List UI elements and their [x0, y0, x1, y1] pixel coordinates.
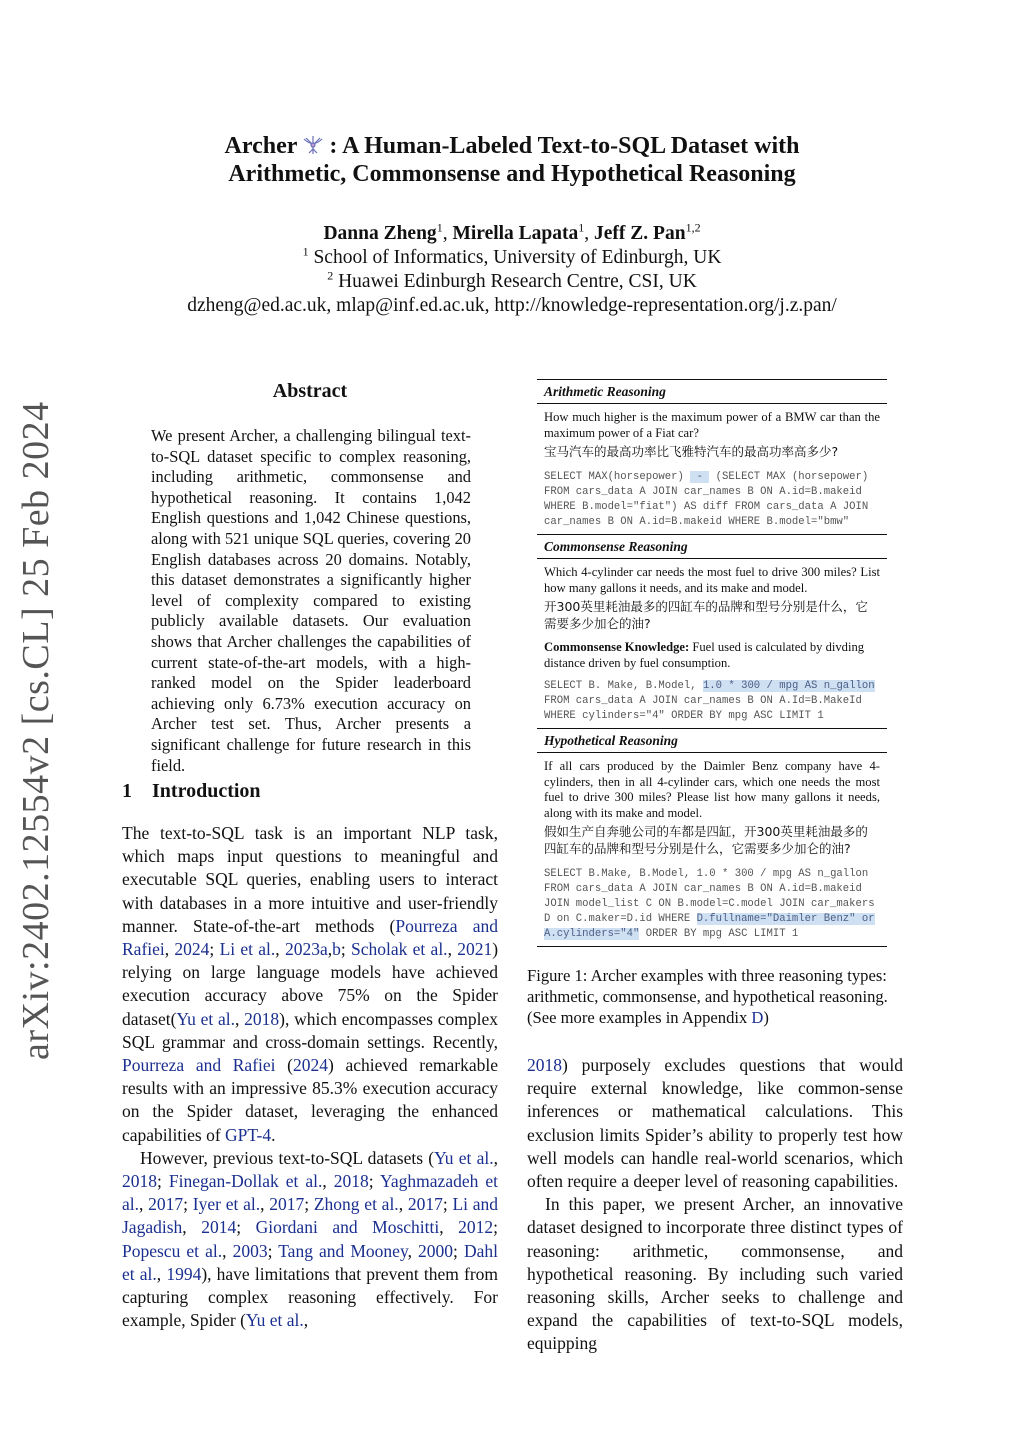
author-1: Danna Zheng	[323, 223, 437, 244]
caption-end: )	[763, 1008, 769, 1027]
archer-logo-icon	[301, 134, 325, 156]
title-line2: Arithmetic, Commonsense and Hypothetical Reasoning	[228, 161, 796, 187]
sql-run: SELECT B. Make, B.Model,	[544, 680, 703, 692]
sql-highlight: 1.0 * 300 / mpg AS n_gallon	[702, 680, 875, 692]
citation-year-link[interactable]: 2018	[244, 1008, 280, 1029]
abstract-heading: Abstract	[272, 380, 348, 402]
sql-highlight: -	[690, 471, 710, 483]
figure-bottom-rule	[537, 946, 887, 947]
title-line1-suffix: : A Human-Labeled Text-to-SQL Dataset with	[329, 133, 800, 159]
text-run: ), which encompasses complex SQL grammar and cross-domain settings. Recently,	[122, 1008, 499, 1052]
citation-year-link[interactable]: 2012	[458, 1217, 494, 1238]
author-3-affil: 1,2	[685, 220, 701, 235]
text-run: However, previous text-to-SQL datasets (	[140, 1147, 435, 1168]
sql-highlight: D.fullname="Daimler Benz" or	[696, 913, 875, 925]
commonsense-heading: Commonsense Reasoning	[544, 539, 688, 554]
commonsense-sql	[537, 673, 887, 728]
author-1-affil: 1	[436, 220, 443, 235]
citation-link[interactable]: Yaghmazadeh et al.	[122, 1171, 498, 1215]
citation-year-link[interactable]: 2024	[293, 1055, 328, 1076]
paper-title	[0, 132, 1024, 188]
citation-link[interactable]: Li et al.	[219, 939, 276, 960]
citation-link[interactable]: Yu et al.	[245, 1310, 304, 1331]
hypothetical-heading: Hypothetical Reasoning	[544, 733, 678, 748]
hypothetical-question: If all cars produced by the Daimler Benz company have 4-cylinders, then in all 4-cylinder cars, which one needs the most fuel to drive 300 miles? Please list how many gallons it needs, along with its make and model.	[544, 759, 880, 820]
citation-link[interactable]: Finegan-Dollak et al.	[168, 1171, 323, 1192]
commonsense-knowledge	[537, 636, 887, 673]
author-emails[interactable]: dzheng@ed.ac.uk, mlap@inf.ed.ac.uk, http://knowledge-representation.org/j.z.pan/	[187, 295, 837, 316]
arithmetic-heading: Arithmetic Reasoning	[544, 384, 666, 399]
citation-year-link[interactable]: 2018	[333, 1171, 369, 1192]
author-3: Jeff Z. Pan	[594, 223, 686, 244]
right-paragraph-1	[527, 1054, 903, 1193]
arithmetic-question: How much higher is the maximum power of a BMW car than the maximum power of a Fiat car?	[544, 410, 880, 440]
citation-year-link[interactable]: 2014	[201, 1217, 237, 1238]
affiliation-2-mark: 2	[327, 268, 334, 283]
hypothetical-sql	[537, 861, 887, 946]
citation-link[interactable]: Pourreza and Rafiei	[122, 915, 498, 960]
commonsense-question-zh: 开300英里耗油最多的四缸车的品牌和型号分别是什么，它需要多少加仑的油?	[544, 599, 868, 631]
arxiv-identifier: arXiv:2402.12554v2 [cs.CL] 25 Feb 2024	[15, 401, 57, 1060]
citation-link[interactable]: GPT-4	[225, 1124, 272, 1145]
abstract-text: We present Archer, a challenging bilingual text-to-SQL dataset specific to complex reasoning, including arithmetic, commonsense and hypothetical reasoning. It contains 1,042 English questions and 1,042 Chinese questions, along with 521 unique SQL queries, covering 20 English databases across 20 domains. Notably, this dataset demonstrates a significantly higher level of complexity compared to existing publicly available datasets. Our evaluation shows that Archer challenges the capabilities of current state-of-the-art models, with a high-ranked model on the Spider leaderboard achieving only 6.73% execution accuracy on Archer test set. Thus, Archer presents a significant challenge for future research in this field.	[151, 426, 471, 775]
author-2: Mirella Lapata	[452, 223, 579, 244]
figure-1	[537, 379, 887, 947]
author-block: Danna Zheng$^1$, Mirella Lapata$^1$, Jeff Z. Pan$^{1,2}$ $^1$ School of Informatics, University of Edinburgh, UK $^2$ Huawei Edinburgh Research Centre, CSI, UK dzheng@ed.ac.uk, mlap@inf.ed.ac.uk, http://knowledge-representation.org/j.z.pan/	[187, 220, 837, 316]
caption-text: Figure 1: Archer examples with three reasoning types: arithmetic, commonsense, and hypothetical reasoning. (See more examples in Appendix	[527, 966, 888, 1027]
commonsense-question: Which 4-cylinder car needs the most fuel to drive 300 miles? List how many gallons it needs, and its make and model.	[544, 565, 880, 595]
arithmetic-question-zh: 宝马汽车的最高功率比飞雅特汽车的最高功率高多少?	[544, 444, 839, 459]
hypothetical-question-zh: 假如生产自奔驰公司的车都是四缸，开300英里耗油最多的四缸车的品牌和型号分别是什么，它需要多少加仑的油?	[544, 824, 868, 856]
knowledge-label: Commonsense Knowledge:	[544, 640, 690, 654]
text-run: achieved remarkable results with an impressive 85.3% execution accuracy on the Spider dataset, leveraging the enhanced capabilities of	[122, 1055, 499, 1145]
text-run: ) relying on large language models have achieved execution accuracy above 75% on the Spider dataset(	[122, 939, 499, 1029]
citation-link[interactable]: Yu et al.	[434, 1147, 494, 1168]
intro-paragraph-1: The text-to-SQL task is an important NLP task, which maps input questions to meaningful and executable SQL queries, enabling users to interact with databases in a more intuitive and user-friendly manner. State-of-the-art methods (Pourreza and Rafiei, 2024; Li et al., 2023a,b; Scholak et al., 2021) relying on large language models have achieved execution accuracy above 75% on the Spider dataset(Yu et al., 2018), which encompasses complex SQL grammar and cross-domain settings. Recently, Pourreza and Rafiei (2024) achieved remarkable results with an impressive 85.3% execution accuracy on the Spider dataset, leveraging the enhanced capabilities of GPT-4.	[122, 823, 499, 1145]
citation-link[interactable]: Pourreza and Rafiei	[122, 1055, 276, 1076]
text-run: ,	[303, 1310, 309, 1331]
appendix-link[interactable]: D	[751, 1008, 764, 1027]
citation-year-link[interactable]: 2021	[457, 939, 493, 960]
citation-year-link[interactable]: 2024	[174, 939, 210, 960]
citation-year-link[interactable]: 2017	[148, 1194, 184, 1215]
text-run: ), have limitations that prevent them from capturing complex reasoning effectively. For example, Spider (	[122, 1263, 499, 1331]
citation-list: Yu et al., 2018; Finegan-Dollak et al., 2018; Yaghmazadeh et al., 2017; Iyer et al., 2017; Zhong et al., 2017; Li and Jagadish, 2014; Giordani and Moschitti, 2012; Popescu et al., 2003; Tang and Mooney, 2000; Dahl et al., 1994	[122, 1147, 499, 1284]
author-2-affil: 1	[578, 220, 585, 235]
sql-run: ORDER BY mpg ASC LIMIT 1	[639, 928, 799, 940]
text-run: The text-to-SQL task is an important NLP task, which maps input questions to meaningful and executable SQL queries, enabling users to interact with databases in a more intuitive and user-friendly manner. State-of-the-art methods (	[122, 823, 498, 936]
intro-left-column	[122, 822, 498, 1332]
intro-paragraph-2	[122, 1147, 498, 1333]
section-heading	[122, 780, 261, 803]
citation-year-link[interactable]: 2018	[122, 1171, 157, 1192]
citation-year-link[interactable]: 2003	[232, 1240, 268, 1261]
title-line1-prefix: Archer	[224, 133, 298, 159]
knowledge-text: Fuel used is calculated by divding distance driven by fuel consumption.	[544, 640, 865, 670]
right-paragraph-2: In this paper, we present Archer, an innovative dataset designed to incorporate three distinct types of reasoning: arithmetic, commonsense, and hypothetical reasoning. By including such varied reasoning skills, Archer seeks to challenge and expand the capabilities of text-to-SQL models, equipping	[527, 1194, 903, 1354]
citation-link[interactable]: Yu et al.	[176, 1008, 236, 1029]
affiliation-1-mark: 1	[302, 244, 309, 259]
citation-year-link[interactable]: b	[332, 939, 341, 960]
sql-run: SELECT B.Make, B.Model, 1.0 * 300 / mpg AS n_gallon FROM cars_data A JOIN car_names B ON A.id=B.makeid JOIN model_list C ON B.model=C.model JOIN car_makers D on C.maker=D.id WHERE	[544, 868, 875, 925]
text-run: ) purposely excludes questions that would require external knowledge, like common-sense inferences or mathematical calculations. This exclusion limits Spider’s ability to properly test how well models can handle real-world scenarios, which often require a deeper level of reasoning capabilities.	[527, 1055, 903, 1192]
citation-year-link[interactable]: 2017	[407, 1194, 443, 1215]
citation-year-link[interactable]: 2023a	[284, 939, 328, 960]
citation-link[interactable]: Giordani and Moschitti	[255, 1217, 440, 1238]
citation-link[interactable]: Scholak et al.	[351, 939, 448, 960]
intro-right-column	[527, 1054, 903, 1356]
figure-caption	[527, 965, 907, 1028]
section-number: 1	[122, 780, 132, 802]
affiliation-2: Huawei Edinburgh Research Centre, CSI, UK	[338, 271, 697, 292]
affiliation-1: School of Informatics, University of Edinburgh, UK	[313, 247, 722, 268]
citation-year-link[interactable]: 2000	[418, 1240, 454, 1261]
sql-highlight: A.cylinders="4"	[544, 928, 640, 940]
citation-year-link[interactable]: 1994	[166, 1263, 202, 1284]
citation-link[interactable]: Popescu et al.	[122, 1240, 223, 1261]
sql-run: (SELECT MAX (horsepower) FROM cars_data A JOIN car_names B ON A.id=B.makeid WHERE B.model="fiat") AS diff FROM cars_data A JOIN car_names B ON A.id=B.makeid WHERE B.model="bmw"	[544, 471, 869, 528]
arithmetic-sql	[537, 464, 887, 534]
section-title: Introduction	[152, 780, 261, 802]
citation-link[interactable]: Iyer et al.	[192, 1194, 261, 1215]
citation-link[interactable]: Zhong et al.	[313, 1194, 399, 1215]
sql-run: FROM cars_data A JOIN car_names B ON A.Id=B.MakeId WHERE cylinders="4" ORDER BY mpg ASC LIMIT 1	[544, 695, 862, 722]
sql-run: SELECT MAX(horsepower)	[544, 471, 691, 483]
citation-year-link[interactable]: 2017	[269, 1194, 305, 1215]
citation-link[interactable]: Dahl et al.	[122, 1240, 498, 1284]
citation-year-link[interactable]: 2018	[527, 1055, 562, 1075]
text-run: .	[271, 1124, 276, 1145]
citation-link[interactable]: Li and Jagadish	[122, 1194, 499, 1238]
citation-link[interactable]: Tang and Mooney	[278, 1240, 408, 1261]
